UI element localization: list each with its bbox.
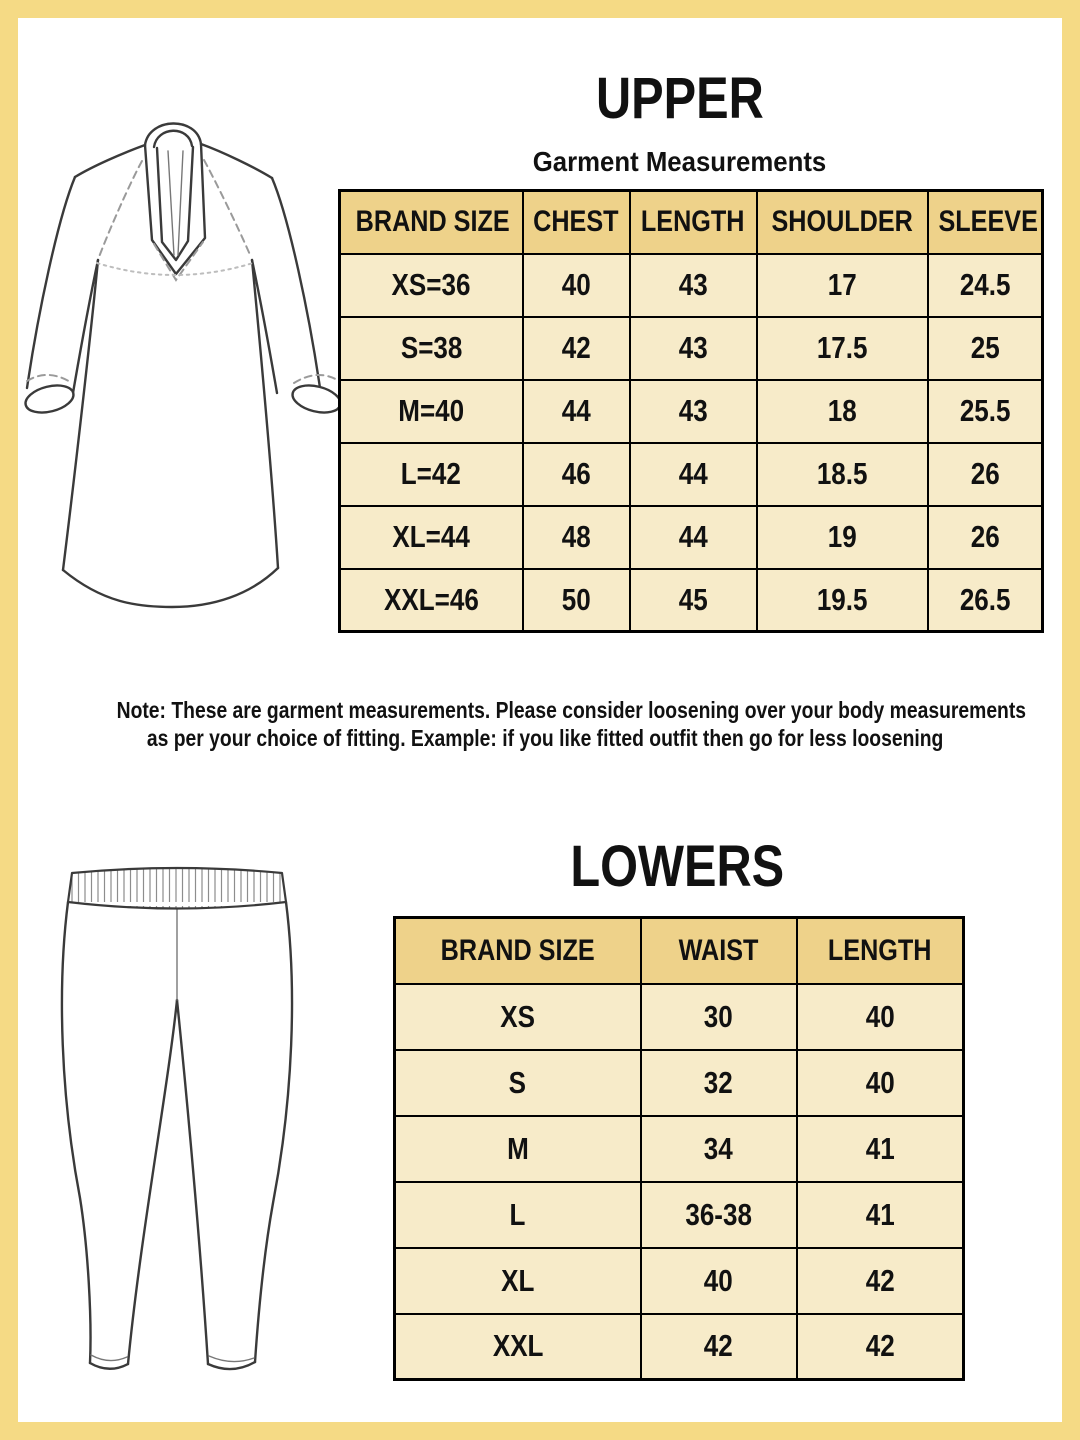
- table-header-cell: WAIST: [641, 918, 797, 984]
- table-header-cell: LENGTH: [797, 918, 964, 984]
- value-cell: 42: [523, 317, 630, 380]
- value-cell: 36-38: [641, 1182, 797, 1248]
- table-row: [395, 984, 964, 1050]
- size-cell: S: [395, 1050, 641, 1116]
- table-header-cell: LENGTH: [630, 191, 757, 254]
- value-cell: 41: [797, 1116, 964, 1182]
- size-cell: XL=44: [340, 506, 523, 569]
- value-cell: 17: [757, 254, 928, 317]
- value-cell: 26: [928, 506, 1043, 569]
- upper-size-table: [338, 189, 1044, 633]
- value-cell: 48: [523, 506, 630, 569]
- value-cell: 42: [797, 1248, 964, 1314]
- table-row: [340, 380, 1043, 443]
- value-cell: 44: [523, 380, 630, 443]
- size-cell: XS: [395, 984, 641, 1050]
- note-line-1: Note: These are garment measurements. Please consider loosening over your body measurements: [116, 697, 1027, 723]
- upper-section-title: [328, 66, 1031, 131]
- value-cell: 30: [641, 984, 797, 1050]
- value-cell: 42: [641, 1314, 797, 1380]
- size-cell: XL: [395, 1248, 641, 1314]
- value-cell: 45: [630, 569, 757, 632]
- table-header-cell: BRAND SIZE: [395, 918, 641, 984]
- leggings-waistband: [68, 868, 286, 909]
- table-row: [340, 506, 1043, 569]
- value-cell: 43: [630, 380, 757, 443]
- table-row: [395, 1248, 964, 1314]
- lowers-title-text: LOWERS: [570, 834, 785, 899]
- value-cell: 25.5: [928, 380, 1043, 443]
- size-cell: S=38: [340, 317, 523, 380]
- value-cell: 40: [523, 254, 630, 317]
- size-cell: L=42: [340, 443, 523, 506]
- value-cell: 24.5: [928, 254, 1043, 317]
- value-cell: 19.5: [757, 569, 928, 632]
- leggings-illustration: [30, 858, 370, 1398]
- upper-title-text: UPPER: [595, 66, 764, 131]
- lowers-size-table: [393, 916, 965, 1381]
- table-header-cell: SHOULDER: [757, 191, 928, 254]
- size-cell: XS=36: [340, 254, 523, 317]
- value-cell: 50: [523, 569, 630, 632]
- leggings-body: [62, 902, 292, 1369]
- table-header-cell: BRAND SIZE: [340, 191, 523, 254]
- value-cell: 17.5: [757, 317, 928, 380]
- lowers-table-header-row: [395, 918, 964, 984]
- table-row: [395, 1314, 964, 1380]
- upper-table-header-row: [340, 191, 1043, 254]
- value-cell: 25: [928, 317, 1043, 380]
- value-cell: 43: [630, 254, 757, 317]
- value-cell: 40: [641, 1248, 797, 1314]
- value-cell: 32: [641, 1050, 797, 1116]
- value-cell: 41: [797, 1182, 964, 1248]
- value-cell: 40: [797, 984, 964, 1050]
- value-cell: 44: [630, 506, 757, 569]
- size-cell: M=40: [340, 380, 523, 443]
- table-row: [340, 569, 1043, 632]
- table-row: [340, 317, 1043, 380]
- value-cell: 19: [757, 506, 928, 569]
- size-cell: XXL: [395, 1314, 641, 1380]
- size-cell: L: [395, 1182, 641, 1248]
- table-row: [340, 443, 1043, 506]
- value-cell: 34: [641, 1116, 797, 1182]
- table-row: [395, 1050, 964, 1116]
- kurta-body: [23, 123, 344, 607]
- value-cell: 46: [523, 443, 630, 506]
- value-cell: 18.5: [757, 443, 928, 506]
- value-cell: 18: [757, 380, 928, 443]
- value-cell: 42: [797, 1314, 964, 1380]
- table-header-cell: CHEST: [523, 191, 630, 254]
- value-cell: 26.5: [928, 569, 1043, 632]
- value-cell: 26: [928, 443, 1043, 506]
- value-cell: 44: [630, 443, 757, 506]
- lowers-section-title: [393, 834, 962, 899]
- size-cell: M: [395, 1116, 641, 1182]
- kurta-illustration: [18, 103, 348, 648]
- value-cell: 43: [630, 317, 757, 380]
- note-line-2: as per your choice of fitting. Example: if you like fitted outfit then go for less loosening: [146, 725, 944, 751]
- table-row: [340, 254, 1043, 317]
- size-cell: XXL=46: [340, 569, 523, 632]
- measurement-note: [30, 696, 1060, 752]
- table-row: [395, 1182, 964, 1248]
- table-header-cell: SLEEVE: [928, 191, 1043, 254]
- value-cell: 40: [797, 1050, 964, 1116]
- upper-section-subtitle: Garment Measurements: [532, 146, 827, 177]
- table-row: [395, 1116, 964, 1182]
